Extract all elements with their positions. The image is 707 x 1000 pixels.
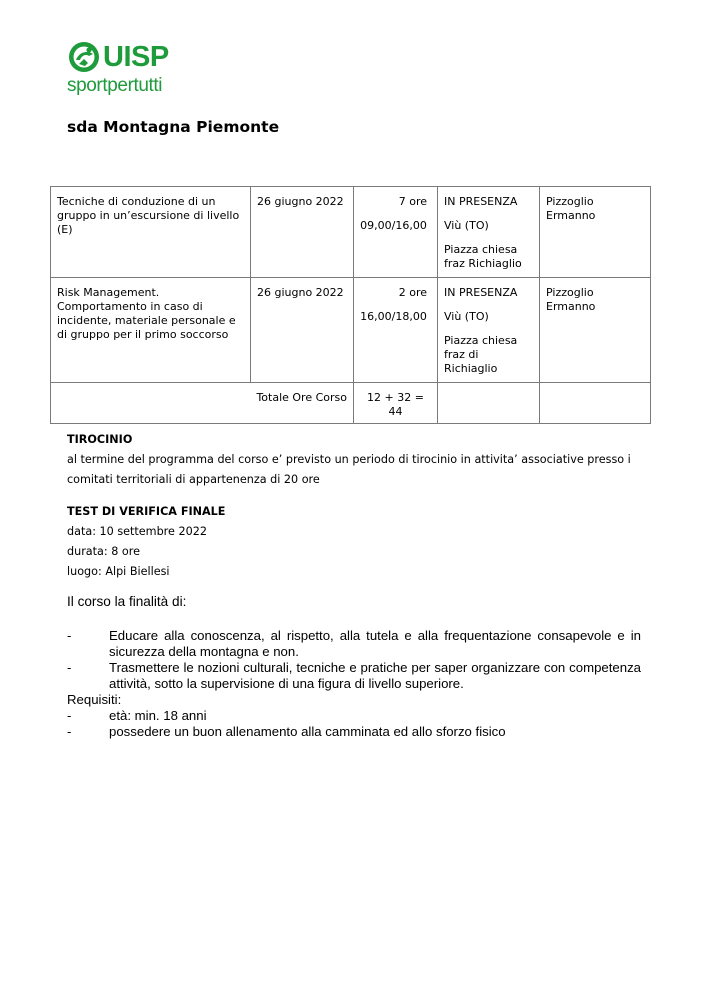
dash-bullet: - [67, 628, 72, 643]
requirement-item [67, 724, 641, 740]
hours-cell [354, 278, 438, 383]
venue-label: Piazza chiesa fraz di Richiaglio [444, 334, 518, 375]
dash-bullet: - [67, 660, 72, 675]
tirocinio-section [67, 430, 647, 490]
hours-value: 2 ore [398, 286, 427, 299]
final-test-place: luogo: Alpi Biellesi [67, 565, 170, 578]
requirements-label: Requisiti: [67, 692, 122, 707]
course-goals-section [67, 594, 641, 740]
teacher-cell: Pizzoglio Ermanno [540, 278, 651, 383]
total-value: 12 + 32 = 44 [354, 383, 438, 424]
final-test-heading: TEST DI VERIFICA FINALE [67, 505, 226, 518]
empty-cell [438, 383, 540, 424]
time-range: 09,00/16,00 [360, 219, 427, 232]
dash-bullet: - [67, 708, 72, 723]
empty-cell [540, 383, 651, 424]
topic-cell: Risk Management. Comportamento in caso di incidente, materiale personale e di gruppo per il primo soccorso [51, 278, 251, 383]
table-row [51, 187, 651, 278]
total-row [51, 383, 651, 424]
place-label: Viù (TO) [444, 219, 489, 232]
total-label: Totale Ore Corso [51, 383, 354, 424]
teacher-cell: Pizzoglio Ermanno [540, 187, 651, 278]
requirement-text: possedere un buon allenamento alla camminata ed allo sforzo fisico [109, 724, 506, 739]
final-test-date: data: 10 settembre 2022 [67, 525, 207, 538]
table-row [51, 278, 651, 383]
goals-intro: Il corso la finalità di: [67, 594, 187, 609]
time-range: 16,00/18,00 [360, 310, 427, 323]
date-cell: 26 giugno 2022 [251, 278, 354, 383]
final-test-duration: durata: 8 ore [67, 545, 140, 558]
logo-brand: UISP [103, 41, 169, 73]
location-cell [438, 187, 540, 278]
uisp-logo [67, 40, 187, 102]
hours-value: 7 ore [398, 195, 427, 208]
goal-item [67, 660, 641, 692]
mode-label: IN PRESENZA [444, 195, 518, 208]
final-test-section [67, 502, 225, 582]
place-label: Viù (TO) [444, 310, 489, 323]
venue-label: Piazza chiesa fraz Richiaglio [444, 243, 522, 270]
goal-text: Trasmettere le nozioni culturali, tecniche e pratiche per saper organizzare con competenza attività, sotto la supervisione di una figura di livello superiore. [109, 660, 641, 691]
schedule-table [50, 186, 651, 424]
logo-tagline: sportpertutti [67, 75, 163, 96]
tirocinio-text: al termine del programma del corso e’ previsto un periodo di tirocinio in attivita’ associative presso i comitati territoriali di appartenenza di 20 ore [67, 453, 631, 486]
location-cell [438, 278, 540, 383]
goal-text: Educare alla conoscenza, al rispetto, alla tutela e alla frequentazione consapevole e in sicurezza della montagna e non. [109, 628, 641, 659]
requirement-item [67, 708, 641, 724]
organization-title: sda Montagna Piemonte [67, 118, 280, 136]
topic-cell: Tecniche di conduzione di un gruppo in un’escursione di livello (E) [51, 187, 251, 278]
goal-item [67, 628, 641, 660]
hours-cell [354, 187, 438, 278]
tirocinio-heading: TIROCINIO [67, 433, 133, 446]
dash-bullet: - [67, 724, 72, 739]
date-cell: 26 giugno 2022 [251, 187, 354, 278]
requirement-text: età: min. 18 anni [109, 708, 207, 723]
uisp-runner-icon [67, 40, 101, 74]
mode-label: IN PRESENZA [444, 286, 518, 299]
